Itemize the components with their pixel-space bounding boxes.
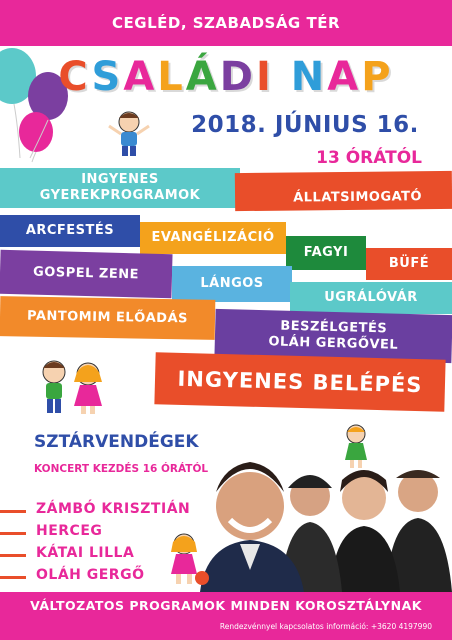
kids-icon [32, 356, 112, 418]
program-label: ÁLLATSIMOGATÓ [293, 189, 423, 206]
program-bufe [366, 248, 452, 280]
title-letter: P [361, 54, 394, 100]
event-title [0, 52, 452, 102]
title-letter: D [219, 54, 256, 100]
title-letter: A [327, 54, 362, 100]
program-label: ARCFESTÉS [25, 223, 115, 238]
program-langos [172, 266, 292, 302]
star-guests-heading: SZTÁRVENDÉGEK [34, 432, 199, 452]
program-ugralovar [290, 282, 452, 314]
free-entry-label: INGYENES BELÉPÉS [177, 366, 423, 398]
bullet-dash [0, 510, 26, 513]
artist-name: KÁTAI LILLA [36, 545, 135, 561]
program-arcfestes [0, 215, 140, 247]
location-banner [0, 0, 452, 46]
concert-start-text: KONCERT KEZDÉS 16 ÓRÁTÓL [34, 463, 209, 475]
title-letter: N [290, 54, 328, 100]
free-entry-banner [154, 352, 445, 412]
bullet-dash [0, 576, 26, 579]
program-evangelizacio [140, 222, 286, 254]
program-label: PANTOMIM ELŐADÁS [26, 308, 189, 327]
boy-waving-icon [103, 108, 155, 160]
program-label: UGRÁLÓVÁR [324, 290, 418, 305]
program-label: GOSPEL ZENE [32, 264, 140, 283]
artist-name: HERCEG [36, 523, 103, 539]
program-allatsimogato [235, 171, 452, 211]
program-label: BESZÉLGETÉS OLÁH GERGŐVEL [268, 318, 399, 353]
title-letter: I [255, 54, 274, 100]
footer-tagline: VÁLTOZATOS PROGRAMOK MINDEN KOROSZTÁLYNAK [30, 598, 422, 613]
event-date: 2018. JÚNIUS 16. [191, 112, 419, 138]
artist-name: OLÁH GERGŐ [36, 567, 145, 583]
title-letter: A [123, 54, 158, 100]
title-letter: S [91, 54, 124, 100]
singers-photo [200, 440, 452, 592]
bullet-dash [0, 532, 26, 535]
girl-with-ball-icon [164, 530, 210, 590]
program-label: BÜFÉ [388, 256, 430, 271]
title-letter: Á [185, 54, 220, 100]
event-time: 13 ÓRÁTÓL [316, 148, 422, 168]
program-gyerekprogramok [0, 168, 240, 208]
title-letter: C [58, 54, 92, 100]
location-text: CEGLÉD, SZABADSÁG TÉR [112, 14, 340, 32]
bullet-dash [0, 554, 26, 557]
program-pantomim [0, 296, 215, 340]
contact-info: Rendezvénnyel kapcsolatos információ: +3620 4197990 [219, 622, 432, 631]
program-fagyi [286, 236, 366, 270]
program-label: LÁNGOS [200, 276, 264, 291]
program-label: FAGYI [303, 245, 349, 260]
artist-name: ZÁMBÓ KRISZTIÁN [36, 501, 191, 517]
title-letter: L [157, 54, 186, 100]
program-label: INGYENES GYEREKPROGRAMOK [39, 172, 201, 203]
program-gospel-zene [0, 250, 173, 298]
program-label: EVANGÉLIZÁCIÓ [151, 230, 275, 245]
title-letter [274, 54, 291, 100]
